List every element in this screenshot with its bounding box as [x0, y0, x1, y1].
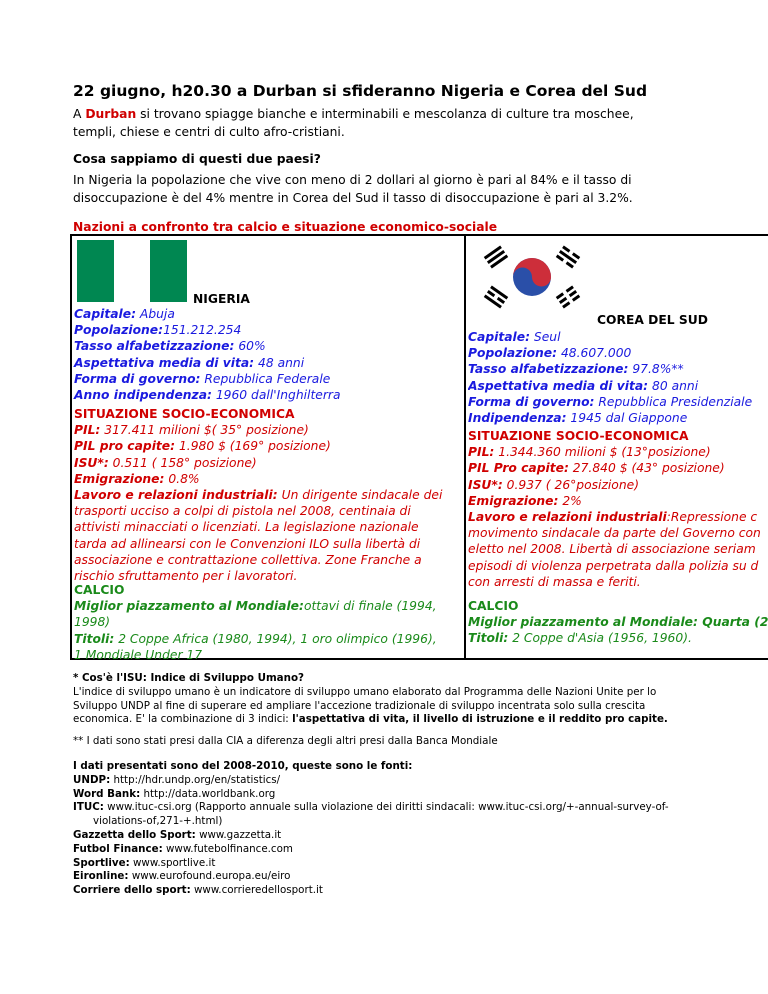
source-value: www.futebolfinance.com: [162, 842, 293, 855]
nigeria-labour-line: [74, 487, 464, 503]
korea-labour-line: [468, 509, 768, 525]
isu-note: [73, 672, 733, 727]
source-label: Sportlive:: [73, 856, 130, 869]
korea-titles: [468, 630, 768, 646]
calcio-value: 2 Coppe d'Asia (1956, 1960).: [508, 631, 692, 646]
socio-value: 2%: [558, 493, 582, 508]
korea-emigration: [468, 493, 768, 509]
question-text: [73, 171, 743, 207]
cia-note: ** I dati sono stati presi dalla CIA a diferenza degli altri presi dalla Banca Mondiale: [73, 735, 498, 747]
labour-text: Un dirigente sindacale dei: [277, 488, 443, 503]
nigeria-best: [74, 598, 464, 614]
korea-pil: [468, 444, 768, 460]
nigeria-labour-line: rischio sfruttamento per i lavoratori.: [74, 569, 298, 584]
intro-paragraph: [73, 105, 713, 141]
table-divider: [464, 234, 466, 660]
intro-line1: si trovano spiagge bianche e interminabili e mescolanza di culture tra moschee,: [136, 107, 634, 121]
source-value: www.gazzetta.it: [195, 828, 282, 841]
nigeria-fact-independence: [74, 387, 464, 403]
fact-value: 48.607.000: [557, 346, 632, 361]
socio-label: PIL Pro capite:: [468, 461, 569, 476]
calcio-label: Miglior piazzamento al Mondiale:: [74, 599, 304, 614]
source-label: Gazzetta dello Sport:: [73, 828, 196, 841]
nigeria-labour-line: trasporti ucciso a colpi di pistola nel 2008, centinaia di: [74, 504, 411, 519]
source-label: ITUC:: [73, 801, 104, 814]
calcio-value: 2 Coppe Africa (1980, 1994), 1 oro olimpico (1996),: [114, 631, 437, 646]
source-label: Futbol Finance:: [73, 842, 163, 855]
nigeria-flag-icon: [77, 240, 187, 302]
nigeria-fact-literacy: [74, 338, 464, 354]
labour-label: Lavoro e relazioni industriali:: [74, 488, 278, 503]
sources-block: [73, 760, 733, 898]
korea-isu: [468, 477, 768, 493]
isu-line: [73, 713, 733, 727]
nigeria-best-cont: 1998): [74, 615, 111, 630]
nigeria-fact-government: [74, 371, 464, 387]
socio-value: 1.344.360 milioni $ (13°posizione): [494, 445, 711, 460]
korea-fact-population: [468, 345, 768, 361]
socio-value: 1.980 $ (169° posizione): [175, 439, 331, 454]
source-value: www.eurofound.europa.eu/eiro: [128, 870, 291, 883]
korea-pil-capita: [468, 460, 768, 476]
korea-socio: [468, 428, 768, 590]
nigeria-isu: [74, 455, 464, 471]
fact-value: 1945 dal Giappone: [566, 411, 688, 426]
source-value: http://hdr.undp.org/en/statistics/: [110, 773, 281, 786]
socio-label: PIL:: [74, 423, 101, 438]
korea-best: [468, 614, 768, 630]
fact-value: 151.212.254: [163, 323, 242, 338]
south-korea-flag-icon: [474, 240, 590, 314]
fact-value: Abuja: [136, 307, 175, 321]
socio-value: 0.511 ( 158° posizione): [108, 455, 257, 470]
nigeria-fact-population: [74, 322, 464, 338]
fact-label: Capitale:: [74, 307, 136, 321]
socio-label: Emigrazione:: [468, 493, 559, 508]
isu-line: Sviluppo UNDP al fine di superare ed ampliare l'accezione tradizionale di sviluppo incentrata solo sulla crescita: [73, 699, 646, 712]
question-line2: disoccupazione è del 4% mentre in Corea del Sud il tasso di disoccupazione è pari al 3.2%.: [73, 191, 633, 205]
nigeria-facts: [74, 306, 464, 403]
fact-label: Indipendenza:: [468, 411, 567, 426]
nigeria-socio-heading: SITUAZIONE SOCIO-ECONOMICA: [74, 407, 295, 421]
fact-label: Aspettativa media di vita:: [468, 378, 649, 393]
socio-label: PIL pro capite:: [74, 439, 176, 454]
source-value: http://data.worldbank.org: [140, 787, 276, 800]
source-label: Corriere dello sport:: [73, 884, 191, 897]
korea-fact-capital: [468, 329, 768, 345]
fact-value: 1960 dall'Inghilterra: [211, 388, 341, 403]
calcio-label: Titoli:: [468, 631, 509, 646]
isu-line: L'indice di sviluppo umano è un indicatore di sviluppo umano elaborato dal Programma delle Nazioni Unite per lo: [73, 685, 657, 698]
source-value: www.ituc-csi.org (Rapporto annuale sulla violazione dei diritti sindacali: www.ituc-csi.org/+-annual-survey-of-: [103, 801, 669, 814]
nigeria-labour-line: associazione e contrattazione collettiva. Zone Franche a: [74, 552, 422, 567]
nigeria-calcio-heading: CALCIO: [74, 583, 125, 597]
socio-value: 317.411 milioni $( 35° posizione): [100, 423, 309, 438]
nigeria-name: NIGERIA: [193, 292, 250, 306]
intro-prefix: A: [73, 107, 86, 121]
source-label: Word Bank:: [73, 787, 141, 800]
source-item: [73, 870, 733, 884]
calcio-label: Miglior piazzamento al Mondiale:: [468, 615, 698, 630]
fact-label: Tasso alfabetizzazione:: [468, 362, 629, 377]
isu-line3-bold: l'aspettativa di vita, il livello di istruzione e il reddito pro capite.: [292, 713, 668, 726]
labour-label: Lavoro e relazioni industriali: [468, 510, 667, 525]
fact-label: Tasso alfabetizzazione:: [74, 339, 235, 354]
korea-socio-heading: SITUAZIONE SOCIO-ECONOMICA: [468, 429, 689, 443]
fact-label: Forma di governo:: [74, 371, 201, 386]
nigeria-fact-life: [74, 355, 464, 371]
source-item: [73, 857, 733, 871]
source-item: [73, 829, 733, 843]
nigeria-socio: [74, 406, 464, 584]
fact-value: Repubblica Federale: [200, 371, 331, 386]
section-title-text: Nazioni a confronto tra calcio e situazione economico-sociale: [73, 220, 498, 234]
korea-facts: [468, 329, 768, 426]
nigeria-calcio: [74, 582, 464, 663]
calcio-value: Quarta (2: [697, 615, 768, 630]
nigeria-titles: [74, 631, 464, 647]
korea-labour-line: movimento sindacale da parte del Governo con: [468, 526, 761, 541]
socio-label: ISU*:: [468, 477, 503, 492]
source-label: UNDP:: [73, 773, 111, 786]
question-line1: In Nigeria la popolazione che vive con meno di 2 dollari al giorno è pari al 84% e il tasso di: [73, 173, 632, 187]
isu-heading: [73, 672, 733, 686]
korea-labour-line: episodi di violenza perpetrata dalla polizia su d: [468, 558, 759, 573]
nigeria-labour-line: attivisti minacciati o licenziati. La legislazione nazionale: [74, 520, 419, 535]
isu-heading-text: * Cos'è l'ISU: Indice di Sviluppo Umano?: [73, 672, 304, 684]
fact-label: Aspettativa media di vita:: [74, 355, 255, 370]
socio-value: 27.840 $ (43° posizione): [568, 461, 725, 476]
korea-calcio: [468, 598, 768, 647]
durban-label: Durban: [85, 107, 137, 121]
socio-label: Emigrazione:: [74, 471, 165, 486]
korea-name: COREA DEL SUD: [597, 313, 708, 327]
korea-fact-government: [468, 394, 768, 410]
isu-line3-prefix: economica. E' la combinazione di 3 indici:: [73, 713, 293, 726]
calcio-value: ottavi di finale (1994,: [303, 599, 437, 614]
source-item: [73, 801, 733, 815]
source-item: [73, 788, 733, 802]
source-item: [73, 843, 733, 857]
fact-value: 60%: [234, 339, 266, 354]
fact-value: Repubblica Presidenziale: [594, 394, 753, 409]
source-label: Eironline:: [73, 870, 129, 883]
nigeria-emigration: [74, 471, 464, 487]
sources-heading-text: I dati presentati sono del 2008-2010, queste sono le fonti:: [73, 760, 413, 772]
source-value: violations-of,271-+.html): [93, 815, 223, 828]
socio-value: 0.8%: [164, 471, 200, 486]
korea-labour-line: con arresti di massa e feriti.: [468, 574, 641, 589]
source-value: www.sportlive.it: [129, 856, 216, 869]
korea-labour-line: eletto nel 2008. Libertà di associazione seriam: [468, 542, 756, 557]
fact-value: 48 anni: [254, 355, 305, 370]
nigeria-pil-capita: [74, 438, 464, 454]
fact-value: Seul: [530, 330, 561, 344]
nigeria-fact-capital: [74, 306, 464, 322]
fact-value: 97.8%**: [628, 362, 684, 377]
fact-label: Popolazione:: [74, 323, 164, 338]
labour-text: :Repressione c: [666, 510, 758, 525]
korea-fact-independence: [468, 410, 768, 426]
socio-value: 0.937 ( 26°posizione): [502, 477, 639, 492]
source-item: [73, 815, 733, 829]
nigeria-titles-cont: 1 Mondiale Under 17: [74, 647, 203, 662]
source-value: www.corrieredellosport.it: [190, 884, 323, 897]
fact-label: Popolazione:: [468, 346, 558, 361]
sources-heading: [73, 760, 733, 774]
fact-label: Anno indipendenza:: [74, 388, 212, 403]
source-item: [73, 884, 733, 898]
section-title: [73, 220, 497, 234]
calcio-label: Titoli:: [74, 631, 115, 646]
socio-label: ISU*:: [74, 455, 109, 470]
question-heading: Cosa sappiamo di questi due paesi?: [73, 152, 321, 166]
fact-label: Forma di governo:: [468, 394, 595, 409]
nigeria-pil: [74, 422, 464, 438]
korea-fact-literacy: [468, 361, 768, 377]
fact-value: 80 anni: [648, 378, 699, 393]
korea-calcio-heading: CALCIO: [468, 599, 519, 613]
source-item: [73, 774, 733, 788]
intro-line2: templi, chiese e centri di culto afro-cristiani.: [73, 125, 345, 139]
fact-label: Capitale:: [468, 330, 530, 344]
socio-label: PIL:: [468, 445, 495, 460]
nigeria-labour-line: tarda ad allinearsi con le Convenzioni ILO sulla libertà di: [74, 536, 421, 551]
korea-fact-life: [468, 378, 768, 394]
page-title: 22 giugno, h20.30 a Durban si sfideranno Nigeria e Corea del Sud: [73, 82, 648, 100]
